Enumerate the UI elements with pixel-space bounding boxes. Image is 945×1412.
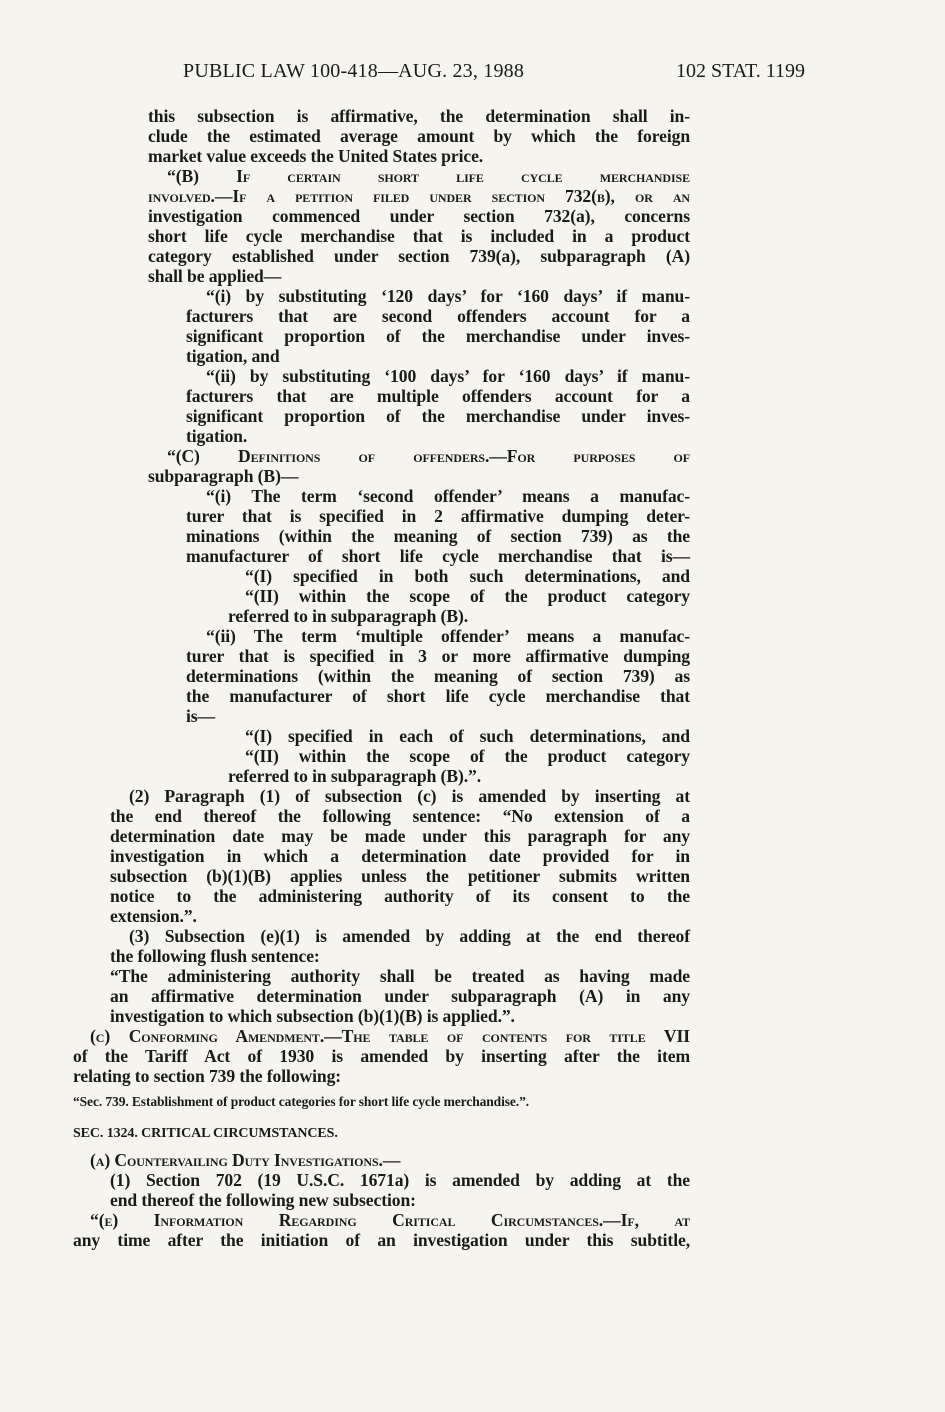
text-line: turer that is specified in 2 affirmative dumping deter- [186, 506, 690, 526]
text-line: the following flush sentence: [110, 946, 320, 966]
text-line: referred to in subparagraph (B).”. [228, 766, 482, 786]
text-line: determination date may be made under this paragraph for any [110, 826, 690, 846]
text-line: subparagraph (B)— [148, 466, 299, 486]
text-line: (1) Section 702 (19 U.S.C. 1671a) is amended by adding at the [110, 1170, 690, 1190]
text-line: end thereof the following new subsection: [110, 1190, 416, 1210]
text-line: (2) Paragraph (1) of subsection (c) is amended by inserting at [129, 786, 690, 806]
text-line: “(ii) The term ‘multiple offender’ means a manufac- [206, 626, 690, 646]
text-line: market value exceeds the United States price. [148, 146, 484, 166]
table-of-contents-entry: “Sec. 739. Establishment of product categories for short life cycle merchandise.”. [73, 1094, 529, 1109]
text-line: investigation to which subsection (b)(1)(B) is applied.”. [110, 1006, 515, 1026]
text-line: tigation. [186, 426, 248, 446]
text-line: an affirmative determination under subparagraph (A) in any [110, 986, 690, 1006]
text-line: significant proportion of the merchandise under inves- [186, 326, 690, 346]
text-line: extension.”. [110, 906, 197, 926]
text-line: “(II) within the scope of the product category [245, 586, 690, 606]
text-line: category established under section 739(a), subparagraph (A) [148, 246, 690, 266]
text-line: (a) Countervailing Duty Investigations.— [90, 1150, 401, 1170]
text-line: the end thereof the following sentence: “No extension of a [110, 806, 690, 826]
text-line: “(i) The term ‘second offender’ means a manufac- [206, 486, 690, 506]
text-line: significant proportion of the merchandise under inves- [186, 406, 690, 426]
text-line: (c) Conforming Amendment.—The table of contents for title VII [90, 1026, 690, 1046]
text-line: “(I) specified in each of such determinations, and [245, 726, 690, 746]
section-heading: SEC. 1324. CRITICAL CIRCUMSTANCES. [73, 1126, 338, 1141]
text-line: of the Tariff Act of 1930 is amended by inserting after the item [73, 1046, 690, 1066]
text-line: turer that is specified in 3 or more affirmative dumping [186, 646, 690, 666]
text-line: “(C) Definitions of offenders.—For purposes of [167, 446, 690, 466]
text-line: “(i) by substituting ‘120 days’ for ‘160 days’ if manu- [206, 286, 690, 306]
text-line: relating to section 739 the following: [73, 1066, 342, 1086]
text-line: the manufacturer of short life cycle merchandise that [186, 686, 690, 706]
text-line: investigation commenced under section 732(a), concerns [148, 206, 690, 226]
header-law-citation: PUBLIC LAW 100-418—AUG. 23, 1988 [183, 60, 525, 82]
text-line: notice to the administering authority of its consent to the [110, 886, 690, 906]
text-line: tigation, and [186, 346, 280, 366]
text-line: is— [186, 706, 216, 726]
text-line: involved.—If a petition filed under section 732(b), or an [148, 186, 690, 206]
text-line: this subsection is affirmative, the determination shall in- [148, 106, 690, 126]
text-line: referred to in subparagraph (B). [228, 606, 469, 626]
text-line: “(B) If certain short life cycle merchandise [167, 166, 690, 186]
text-line: shall be applied— [148, 266, 282, 286]
text-line: investigation in which a determination date provided for in [110, 846, 690, 866]
text-line: “(II) within the scope of the product category [245, 746, 690, 766]
text-line: “The administering authority shall be treated as having made [110, 966, 690, 986]
text-line: “(ii) by substituting ‘100 days’ for ‘160 days’ if manu- [206, 366, 690, 386]
header-page-number: 102 STAT. 1199 [676, 60, 805, 82]
text-line: any time after the initiation of an investigation under this subtitle, [73, 1230, 690, 1250]
text-line: “(I) specified in both such determinations, and [245, 566, 690, 586]
running-header [0, 60, 945, 86]
text-line: subsection (b)(1)(B) applies unless the petitioner submits written [110, 866, 690, 886]
text-line: clude the estimated average amount by which the foreign [148, 126, 690, 146]
text-line: (3) Subsection (e)(1) is amended by adding at the end thereof [129, 926, 690, 946]
text-line: minations (within the meaning of section 739) as the [186, 526, 690, 546]
text-line: manufacturer of short life cycle merchandise that is— [186, 546, 690, 566]
text-line: facturers that are multiple offenders account for a [186, 386, 690, 406]
text-line: “(e) Information Regarding Critical Circumstances.—If, at [90, 1210, 690, 1230]
text-line: facturers that are second offenders account for a [186, 306, 690, 326]
text-line: determinations (within the meaning of section 739) as [186, 666, 690, 686]
text-line: short life cycle merchandise that is included in a product [148, 226, 690, 246]
